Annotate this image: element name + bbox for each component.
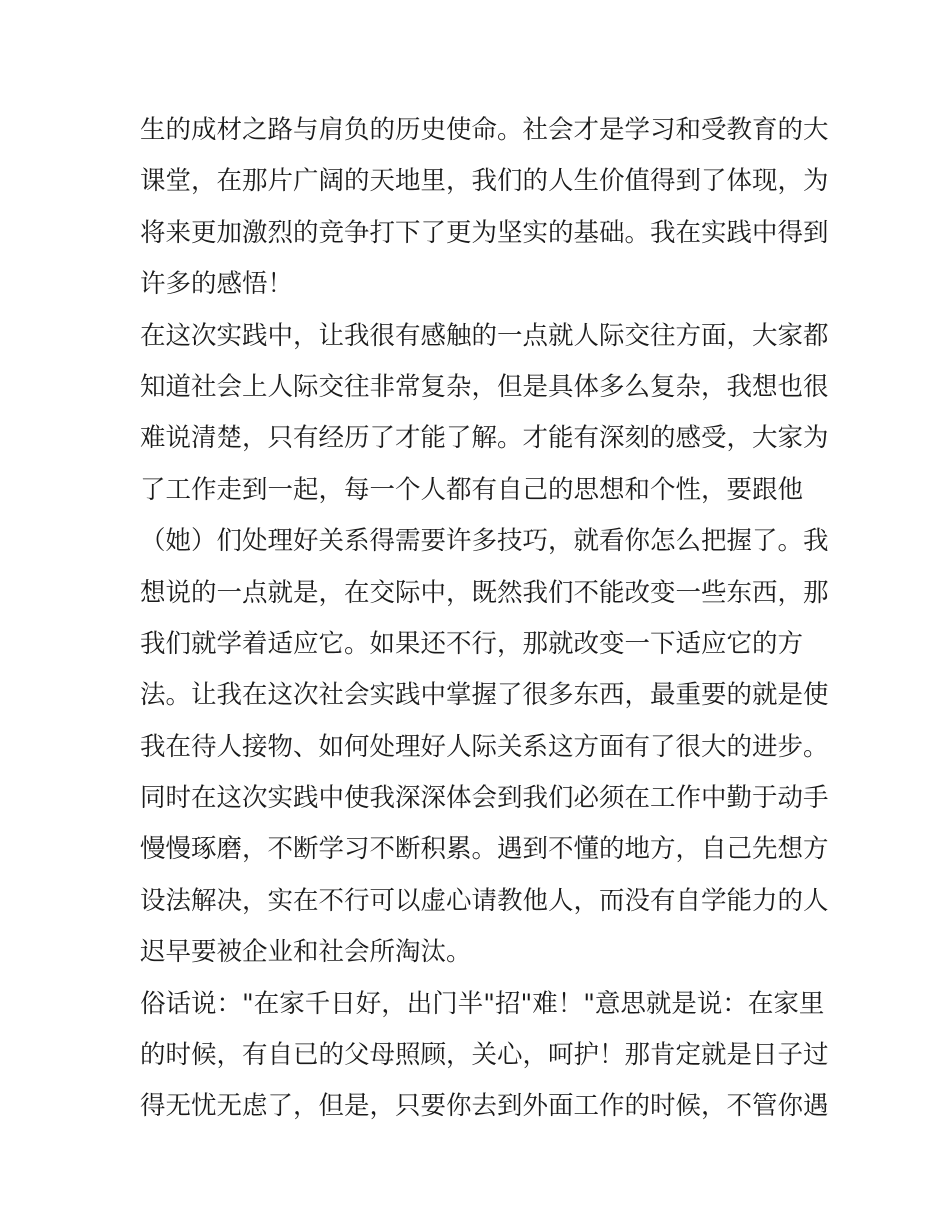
text-line: （她）们处理好关系得需要许多技巧，就看你怎么把握了。我 bbox=[140, 526, 829, 557]
text-line: 迟早要被企业和社会所淘汰。 bbox=[140, 937, 472, 968]
text-line: 了工作走到一起，每一个人都有自己的思想和个性，要跟他 bbox=[140, 474, 804, 505]
text-line: 同时在这次实践中使我深深体会到我们必须在工作中勤于动手 bbox=[140, 783, 829, 814]
text-line: 知道社会上人际交往非常复杂，但是具体多么复杂，我想也很 bbox=[140, 371, 829, 402]
text-line: 课堂，在那片广阔的天地里，我们的人生价值得到了体现，为 bbox=[140, 166, 829, 197]
text-line: 想说的一点就是，在交际中，既然我们不能改变一些东西，那 bbox=[140, 577, 829, 608]
text-line: 许多的感悟！ bbox=[140, 269, 294, 300]
text-line: 法。让我在这次社会实践中掌握了很多东西，最重要的就是使 bbox=[140, 680, 829, 711]
text-line: 生的成材之路与肩负的历史使命。社会才是学习和受教育的大 bbox=[140, 115, 829, 145]
body-text bbox=[140, 105, 829, 1133]
text-line: 在这次实践中，让我很有感触的一点就人际交往方面，大家都 bbox=[140, 320, 829, 351]
text-line: 我们就学着适应它。如果还不行，那就改变一下适应它的方 bbox=[140, 628, 804, 659]
text-line: 将来更加激烈的竞争打下了更为坚实的基础。我在实践中得到 bbox=[140, 217, 829, 248]
text-line: 的时候，有自已的父母照顾，关心，呵护！那肯定就是日子过 bbox=[140, 1040, 829, 1071]
text-line: 难说清楚，只有经历了才能了解。才能有深刻的感受，大家为 bbox=[140, 423, 829, 454]
text-line: 慢慢琢磨，不断学习不断积累。遇到不懂的地方，自己先想方 bbox=[140, 834, 829, 865]
text-line: 得无忧无虑了，但是，只要你去到外面工作的时候，不管你遇 bbox=[140, 1091, 829, 1122]
text-line: 设法解决，实在不行可以虚心请教他人，而没有自学能力的人 bbox=[140, 885, 829, 916]
text-line: 我在待人接物、如何处理好人际关系这方面有了很大的进步。 bbox=[140, 731, 829, 762]
text-line: 俗话说："在家千日好，出门半"招"难！"意思就是说：在家里 bbox=[140, 988, 825, 1019]
